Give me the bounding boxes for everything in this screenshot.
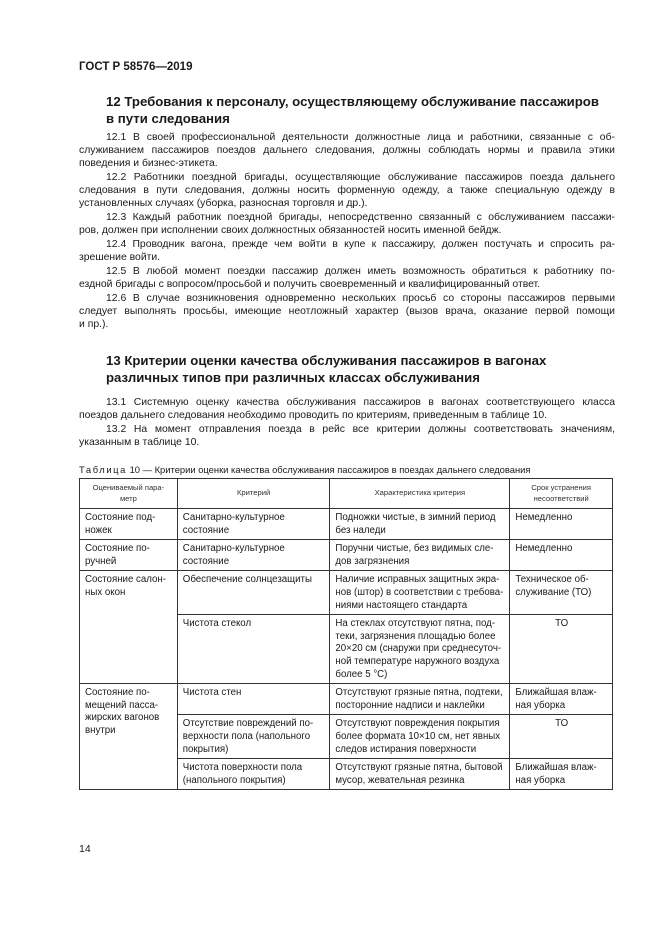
section-13-title: 13 Критерии оценки качества обслуживания пассажиров в вагонах различных типов при различных классах обслуживания (106, 353, 547, 385)
cell-parameter: Состояние по- мещений пасса- жирских вагонов внутри (80, 684, 178, 790)
cell-criterion: Отсутствие повреждений по- верхности пола (напольного покрытия) (177, 715, 330, 759)
cell-term: Немедленно (510, 509, 613, 540)
page-number: 14 (79, 843, 91, 855)
table-row (80, 571, 613, 615)
cell-criterion: Санитарно-культурное состояние (177, 509, 330, 540)
cell-characteristic: Поручни чистые, без видимых сле- дов загрязнения (330, 540, 510, 571)
cell-characteristic: Отсутствуют грязные пятна, бытовой мусор, жевательная резинка (330, 759, 510, 790)
cell-parameter: Состояние по- ручней (80, 540, 178, 571)
table-header-row (80, 479, 613, 509)
header-parameter: Оцениваемый пара- метр (80, 479, 178, 509)
cell-criterion: Обеспечение солнцезащиты (177, 571, 330, 615)
paragraph-12-2: 12.2 Работники поездной бригады, осуществляющие обслуживание пассажиров поезда дальнего следования в пути следования, должны носить форменную одежду, а также специальную одежду в установленных случаях (уборка, разносная торговля и др.). (79, 172, 615, 210)
cell-characteristic: На стеклах отсутствуют пятна, под- теки, загрязнения площадью более 20×20 см (снаружи при среднесуточ- ной температуре наружного воздуха более 5 °С) (330, 615, 510, 684)
cell-term: Ближайшая влаж- ная уборка (510, 759, 613, 790)
cell-characteristic: Наличие исправных защитных экра- нов (штор) в соответствии с требова- ниями настоящего стандарта (330, 571, 510, 615)
paragraph-12-3: 12.3 Каждый работник поездной бригады, непосредственно связанный с обслуживанием пассажи- ров, должен при исполнении своих должностных обязанностей носить именной бейдж. (79, 212, 615, 237)
cell-term: ТО (510, 615, 613, 684)
paragraph-13-1: 13.1 Системную оценку качества обслуживания пассажиров в вагонах соответствующего класса поездов дальнего следования необходимо проводить по критериям, приведенным в таблице 10. (79, 397, 615, 422)
cell-characteristic: Отсутствуют грязные пятна, подтеки, посторонние надписи и наклейки (330, 684, 510, 715)
paragraph-13-2: 13.2 На момент отправления поезда в рейс все критерии должны соответствовать значениям, указанным в таблице 10. (79, 424, 615, 449)
cell-term: ТО (510, 715, 613, 759)
cell-characteristic: Подножки чистые, в зимний период без наледи (330, 509, 510, 540)
cell-criterion: Санитарно-культурное состояние (177, 540, 330, 571)
cell-parameter: Состояние под- ножек (80, 509, 178, 540)
table-row (80, 509, 613, 540)
cell-characteristic: Отсутствуют повреждения покрытия более формата 10×10 см, нет явных следов истирания поверхности (330, 715, 510, 759)
cell-criterion: Чистота поверхности пола (напольного покрытия) (177, 759, 330, 790)
section-12-title: 12 Требования к персоналу, осуществляющему обслуживание пассажиров в пути следования (106, 94, 599, 126)
paragraph-12-4: 12.4 Проводник вагона, прежде чем войти в купе к пассажиру, должен постучать и спросить ра- зрешение войти. (79, 239, 615, 264)
cell-criterion: Чистота стекол (177, 615, 330, 684)
paragraph-12-5: 12.5 В любой момент поездки пассажир должен иметь возможность обратиться к работнику по- ездной бригады с вопросом/просьбой и получить своевременный и квалифицированный ответ. (79, 266, 615, 291)
paragraph-12-6: 12.6 В случае возникновения одновременно нескольких просьб со стороны пассажиров первыми следует выполнять просьбы, имеющие неотложный характер (вызов врача, оказание первой помощи и пр.). (79, 293, 615, 331)
cell-term: Немедленно (510, 540, 613, 571)
cell-parameter: Состояние салон- ных окон (80, 571, 178, 684)
header-term: Срок устранения несоответствий (510, 479, 613, 509)
table-row (80, 684, 613, 715)
table-caption: Таблица 10 — Критерии оценки качества обслуживания пассажиров в поездах дальнего следования (79, 464, 531, 475)
table-row (80, 540, 613, 571)
cell-term: Техническое об- служивание (ТО) (510, 571, 613, 615)
header-characteristic: Характеристика критерия (330, 479, 510, 509)
header-criterion: Критерий (177, 479, 330, 509)
cell-criterion: Чистота стен (177, 684, 330, 715)
criteria-table (79, 478, 613, 790)
cell-term: Ближайшая влаж- ная уборка (510, 684, 613, 715)
paragraph-12-1: 12.1 В своей профессиональной деятельности должностные лица и работники, связанные с об- служиванием пассажиров поездов дальнего следования, должны соблюдать нормы и правила этики поведения и бизнес-этикета. (79, 132, 615, 170)
standard-header: ГОСТ Р 58576—2019 (79, 61, 193, 73)
